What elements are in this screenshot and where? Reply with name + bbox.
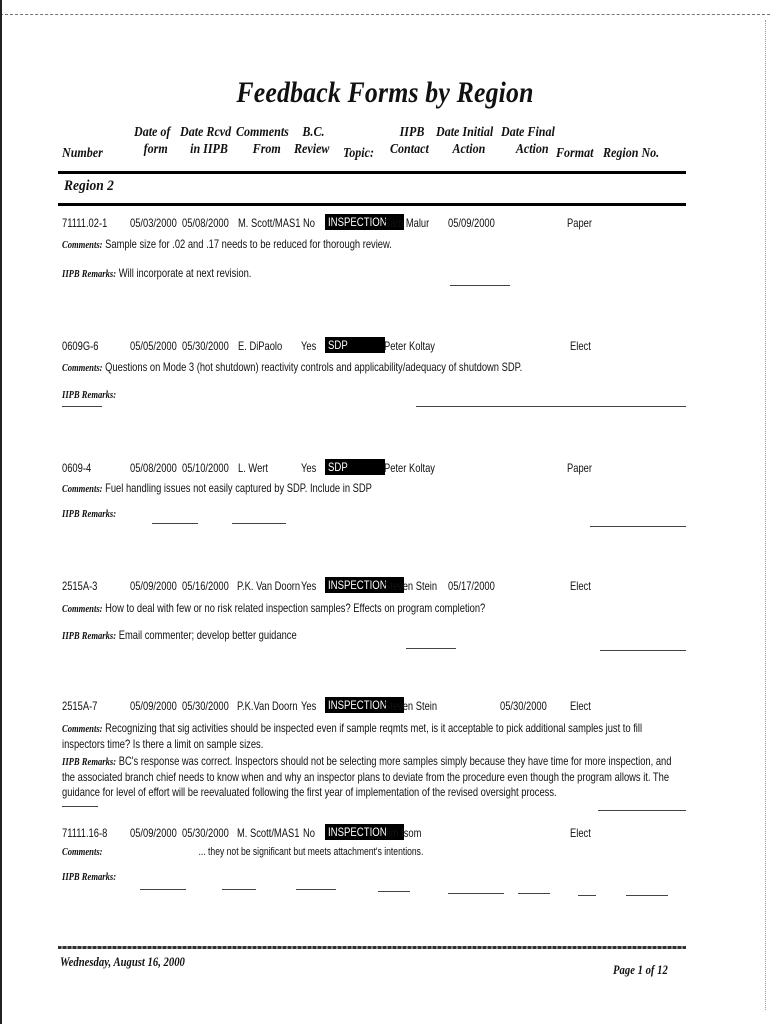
record-format: Elect (570, 579, 591, 593)
record-date-form: 05/05/2000 (130, 339, 177, 353)
record-from: E. DiPaolo (238, 339, 283, 353)
divider (598, 810, 686, 811)
record-initial: 05/09/2000 (448, 216, 495, 230)
header-number: Number (62, 146, 103, 161)
record-from: M. Scott/MAS1 (238, 216, 301, 230)
divider (406, 648, 456, 649)
scan-edge-left (0, 0, 2, 1024)
footer-date: Wednesday, August 16, 2000 (60, 954, 185, 969)
divider (590, 526, 686, 527)
divider (578, 895, 596, 896)
record-topic: SDP (325, 337, 385, 353)
header-date-rcvd: Date Rcvd in IIPB (180, 125, 232, 157)
header-format: Format (556, 146, 594, 161)
divider (62, 406, 102, 407)
record-date-form: 05/09/2000 (130, 579, 177, 593)
divider (626, 895, 668, 896)
record-topic: INSPECTION (325, 697, 404, 713)
record-date-form: 05/09/2000 (130, 826, 177, 840)
record-remarks: IIPB Remarks: Will incorporate at next revision. (62, 266, 252, 280)
page-title: Feedback Forms by Region (236, 76, 534, 109)
record-contact: Sam Malur (384, 216, 430, 230)
divider (140, 889, 186, 890)
record-comments: Comments: ... they not be significant but meets attachment's intentions. (62, 846, 424, 858)
region-rule (58, 203, 686, 206)
record-number: 71111.02-1 (62, 216, 108, 230)
record-date-rcvd: 05/30/2000 (182, 699, 229, 713)
record-comments: Comments: How to deal with few or no risk related inspection samples? Effects on program completion? (62, 601, 486, 615)
record-contact: Steven Stein (384, 699, 438, 713)
header-comments-from: Comments From (236, 125, 289, 157)
record-date-form: 05/09/2000 (130, 699, 177, 713)
region-label: Region 2 (64, 178, 114, 194)
record-number: 0609-4 (62, 461, 92, 475)
header-date-initial: Date Initial Action (436, 125, 494, 157)
header-topic: Topic: (343, 146, 375, 161)
header-rule (58, 171, 686, 174)
divider (450, 285, 510, 286)
record-from: M. Scott/MAS1 (237, 826, 300, 840)
record-date-rcvd: 05/10/2000 (182, 461, 229, 475)
record-comments: Comments: Questions on Mode 3 (hot shutdown) reactivity controls and applicability/adequacy of shutdown SDP. (62, 360, 523, 374)
record-review: No (303, 826, 315, 840)
header-iipb-contact: IIPB Contact (390, 125, 429, 157)
record-number: 0609G-6 (62, 339, 99, 353)
divider (448, 893, 504, 894)
header-bc-review: B.C. Review (294, 125, 330, 157)
divider (600, 650, 686, 651)
record-initial: 05/17/2000 (448, 579, 495, 593)
record-date-rcvd: 05/30/2000 (182, 339, 229, 353)
record-review: Yes (301, 339, 317, 353)
record-contact: Peter Koltay (384, 339, 435, 353)
record-review: No (303, 216, 315, 230)
record-topic: INSPECTION (325, 214, 404, 230)
record-review: Yes (301, 699, 317, 713)
record-contact: Steven Stein (384, 579, 438, 593)
divider (416, 406, 686, 407)
record-remarks: IIPB Remarks: Email commenter; develop better guidance (62, 628, 297, 642)
record-final: 05/30/2000 (500, 699, 547, 713)
record-format: Paper (567, 216, 592, 230)
scan-edge-top (0, 0, 770, 15)
header-region-no: Region No. (603, 146, 660, 161)
divider (62, 806, 98, 807)
record-topic: INSPECTION (325, 577, 404, 593)
record-from: L. Wert (238, 461, 269, 475)
record-date-form: 05/03/2000 (130, 216, 177, 230)
record-number: 2515A-7 (62, 699, 98, 713)
divider (222, 889, 256, 890)
record-comments: Comments: Fuel handling issues not easily captured by SDP. Include in SDP (62, 481, 372, 495)
divider (518, 893, 550, 894)
record-review: Yes (301, 461, 317, 475)
record-date-rcvd: 05/08/2000 (182, 216, 229, 230)
record-format: Elect (570, 826, 591, 840)
record-format: Elect (570, 339, 591, 353)
record-from: P.K.Van Doorn (237, 699, 298, 713)
record-number: 2515A-3 (62, 579, 98, 593)
record-date-rcvd: 05/16/2000 (182, 579, 229, 593)
footer-page-number: Page 1 of 12 (613, 962, 668, 977)
record-remarks: IIPB Remarks: (62, 871, 117, 883)
header-date-final: Date Final Action (501, 125, 555, 157)
footer-rule (58, 946, 686, 949)
record-remarks: IIPB Remarks: (62, 508, 117, 520)
record-comments: Comments: Recognizing that sig activities should be inspected even if sample reqmts met, is it acceptable to pick additional samples just to fill inspectors time? Is there a limit on sample sizes. (62, 721, 643, 751)
record-topic: INSPECTION (325, 824, 404, 840)
header-date-of-form: Date of form (134, 125, 171, 157)
record-format: Paper (567, 461, 592, 475)
record-contact: Peter Koltay (384, 461, 435, 475)
record-contact: Jim Isom (384, 826, 422, 840)
divider (152, 523, 198, 524)
record-comments: Comments: Sample size for .02 and .17 needs to be reduced for thorough review. (62, 237, 392, 251)
record-review: Yes (301, 579, 317, 593)
record-topic: SDP (325, 459, 385, 475)
record-format: Elect (570, 699, 591, 713)
record-remarks: IIPB Remarks: BC's response was correct. Inspectors should not be selecting more samples simply because they have time for more inspection, and the associated branch chief needs to know when and why an inspector plans to deviate from the procedure even though the program allows it. The guidance for level of effort will be reevaluated following the first year of implementation of the revised oversight process. (62, 754, 672, 799)
record-from: P.K. Van Doorn (237, 579, 301, 593)
divider (296, 889, 336, 890)
record-date-form: 05/08/2000 (130, 461, 177, 475)
record-remarks: IIPB Remarks: (62, 389, 117, 401)
record-date-rcvd: 05/30/2000 (182, 826, 229, 840)
divider (232, 523, 286, 524)
scan-edge-right (764, 20, 766, 1010)
divider (378, 891, 410, 892)
record-number: 71111.16-8 (62, 826, 108, 840)
